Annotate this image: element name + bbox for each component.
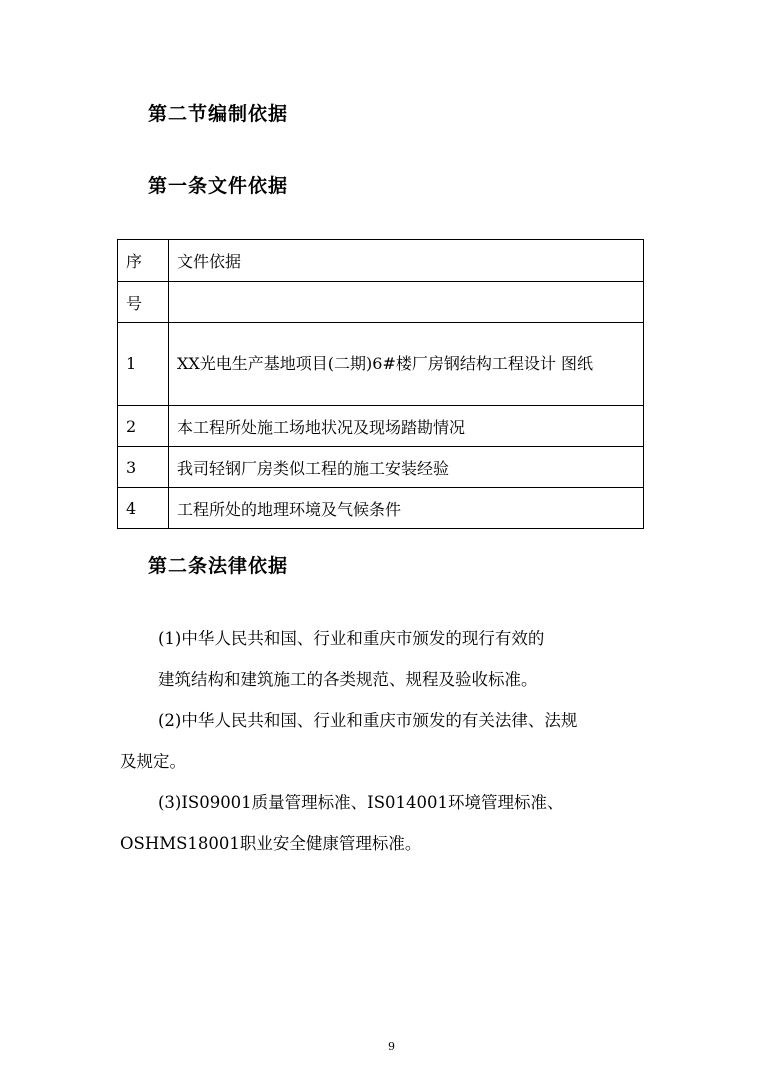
header-no-cell-2: [118, 282, 169, 323]
header-no-cell: [118, 240, 169, 282]
table-row: [118, 488, 644, 529]
empty-cell: [169, 282, 644, 323]
paragraph-3-line-2: OSHMS18001职业安全健康管理标准。: [120, 834, 422, 853]
row-text: 我司轻钢厂房类似工程的施工安装经验: [169, 447, 644, 488]
table-header-row-2: [118, 282, 644, 323]
header-basis-label: 文件依据: [177, 252, 242, 271]
article-2-title: 第二条法律依据: [148, 555, 289, 577]
header-basis-cell: [169, 240, 644, 282]
row-text: XX光电生产基地项目(二期)6#楼厂房钢结构工程设计 图纸: [169, 323, 644, 406]
row-no: 3: [118, 447, 169, 488]
row-no: 4: [118, 488, 169, 529]
row-no: 1: [118, 323, 169, 406]
row-text: 工程所处的地理环境及气候条件: [169, 488, 644, 529]
header-no-label: 序: [126, 252, 143, 271]
table-row: [118, 447, 644, 488]
table-header-row: [118, 240, 644, 282]
paragraph-1-line-2: 建筑结构和建筑施工的各类规范、规程及验收标准。: [158, 670, 538, 689]
page-number: 9: [388, 1040, 395, 1053]
header-no-label-2: 号: [126, 293, 143, 313]
paragraph-3-line-1: (3)IS09001质量管理标准、IS014001环境管理标准、: [158, 793, 564, 812]
section-title: 第二节编制依据: [148, 103, 289, 125]
document-basis-table: [117, 239, 644, 529]
row-text: 本工程所处施工场地状况及现场踏勘情况: [169, 406, 644, 447]
article-1-title: 第一条文件依据: [148, 175, 289, 197]
table-row: [118, 323, 644, 406]
table-row: [118, 406, 644, 447]
row-no: 2: [118, 406, 169, 447]
paragraph-2-line-2: 及规定。: [120, 752, 186, 771]
paragraph-2-line-1: (2)中华人民共和国、行业和重庆市颁发的有关法律、法规: [158, 711, 578, 730]
paragraph-1-line-1: (1)中华人民共和国、行业和重庆市颁发的现行有效的: [158, 629, 545, 648]
